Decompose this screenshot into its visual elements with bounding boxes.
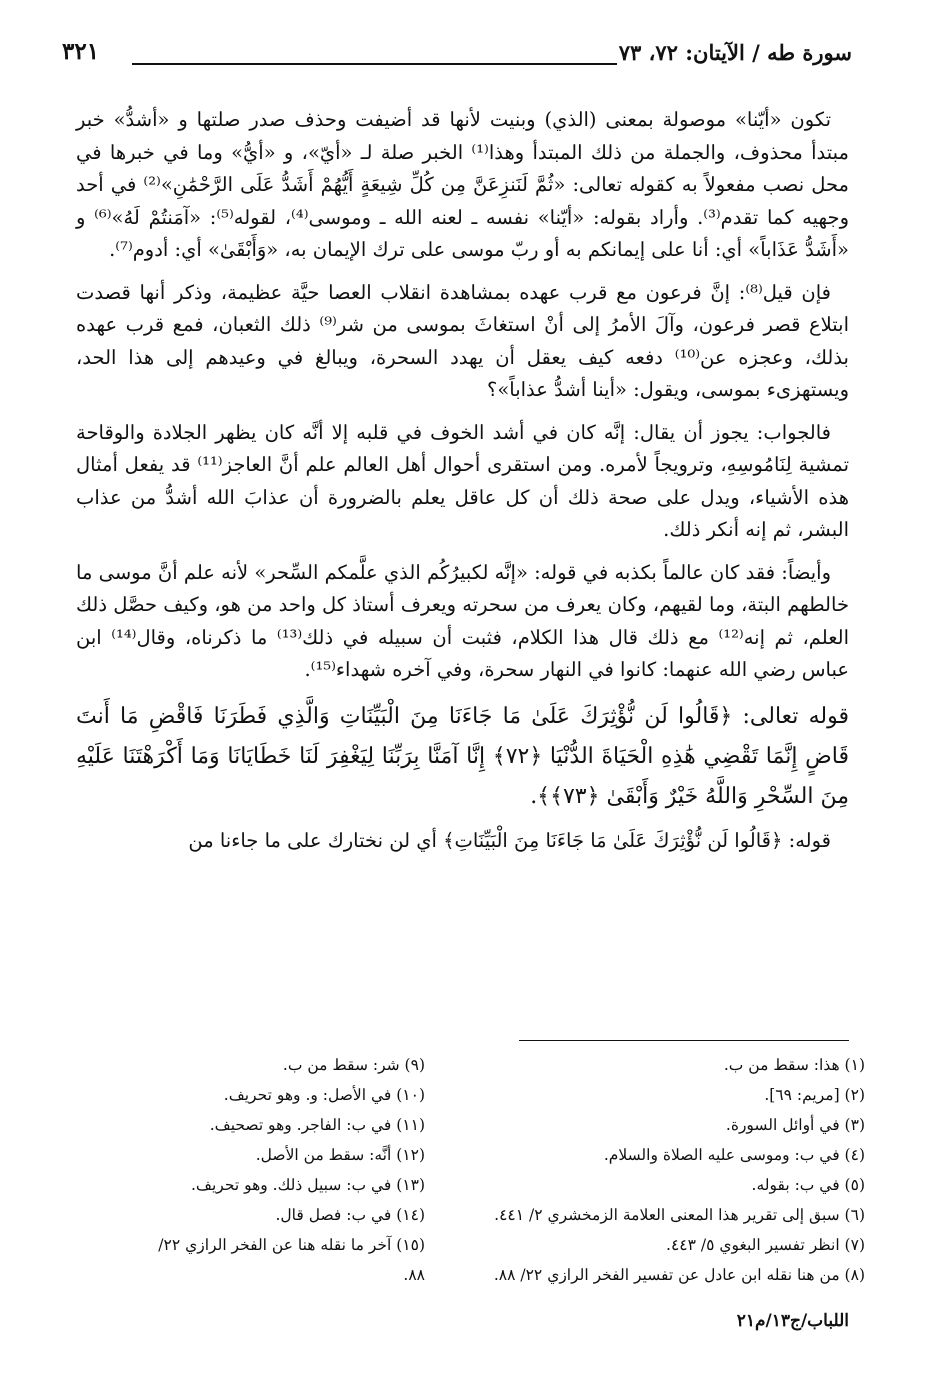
footnote: (٣) في أوائل السورة. [725,1116,865,1134]
paragraph-4: وأيضاً: فقد كان عالماً بكذبه في قوله: «إنَّه لكبيرُكُم الذي علَّمكم السِّحر» لأنه علم أنَّ موسى ما خالطهم البتة، وما لقيهم، وكان يعرف من سحرته ويعرف أستاذ كل واحد من هو، وكيف حصَّل ذلك العلم، ثم إنه⁽¹²⁾ مع ذلك قال هذا الكلام، فثبت أن سبيله في ذلك⁽¹³⁾ ما ذكرناه، وقال⁽¹⁴⁾ ابن عباس رضي الله عنهما: كانوا في النهار سحرة، وفي آخره شهداء⁽¹⁵⁾. [76,560,849,681]
main-text [76,104,849,867]
footnote: (١٥) آخر ما نقله هنا عن الفخر الرازي ٢٢/ [158,1236,425,1254]
footnotes-left-column [65,1050,425,1290]
footnote: (١٠) في الأصل: و. وهو تحريف. [223,1086,425,1104]
footnote: (٤) في ب: وموسى عليه الصلاة والسلام. [603,1146,865,1164]
footnote: (١٤) في ب: فصل قال. [275,1206,425,1224]
footnote: (٧) انظر تفسير البغوي ٥/ ٤٤٣. [666,1236,865,1254]
footnote: (٦) سبق إلى تقرير هذا المعنى العلامة الزمخشري ٢/ ٤٤١. [494,1206,865,1224]
paragraph-5: قوله: ﴿قَالُوا لَن نُّؤْثِرَكَ عَلَىٰ مَا جَاءَنَا مِنَ الْبَيِّنَاتِ﴾ أي لن نختارك على ما جاءنا من [188,828,831,852]
footnote: (٨) من هنا نقله ابن عادل عن تفسير الفخر الرازي ٢٢/ ٨٨. [493,1266,865,1284]
footnote: (٩) شر: سقط من ب. [282,1056,425,1074]
footnote: (٥) في ب: بقوله. [751,1176,865,1194]
footnote: ٨٨. [403,1266,425,1284]
signature-mark: اللباب/ج١٣/م٢١ [736,1311,849,1331]
footnote: (١١) في ب: الفاجر. وهو تصحيف. [209,1116,425,1134]
header-rule [132,63,617,65]
page-number: ٣٢١ [62,38,100,65]
footnotes-right-column [445,1050,865,1290]
paragraph-2: فإن قيل⁽⁸⁾: إنَّ فرعون مع قرب عهده بمشاهدة انقلاب العصا حيَّة عظيمة، وذكر أنها قصدت ابتلاع قصر فرعون، وآلَ الأمرُ إلى أنْ استغاثَ بموسى من شر⁽⁹⁾ ذلك الثعبان، فمع قرب عهده بذلك، وعجزه عن⁽¹⁰⁾ دفعه كيف يعقل أن يهدد السحرة، ويبالغ في وعيدهم إلى هذا الحد، ويستهزىء بموسى، ويقول: «أينا أشدُّ عذاباً»؟ [76,280,849,401]
surah-title: سورة طه / الآيتان: ٧٢، ٧٣ [618,40,852,65]
quran-verse: قوله تعالى: ﴿قَالُوا لَن نُّؤْثِرَكَ عَلَىٰ مَا جَاءَنَا مِنَ الْبَيِّنَاتِ وَالَّذِي فَطَرَنَا فَاقْضِ مَا أَنتَ قَاضٍ إِنَّمَا تَقْضِي هَٰذِهِ الْحَيَاةَ الدُّنْيَا ﴿٧٢﴾ إِنَّا آمَنَّا بِرَبِّنَا لِيَغْفِرَ لَنَا خَطَايَانَا وَمَا أَكْرَهْتَنَا عَلَيْهِ مِنَ السِّحْرِ وَاللَّهُ خَيْرٌ وَأَبْقَىٰ ﴿٧٣﴾﴾. [76,703,849,809]
footnote: (١) هذا: سقط من ب. [723,1056,865,1074]
running-header [62,36,852,76]
paragraph-3: فالجواب: يجوز أن يقال: إنَّه كان في أشد الخوف في قلبه إلا أنَّه كان يظهر الجلادة والوقاحة تمشية لِنَامُوسِهِ، وترويجاً لأمره. ومن استقرى أحوال أهل العالم علم أنَّ العاجز⁽¹¹⁾ قد يفعل أمثال هذه الأشياء، ويدل على صحة ذلك أن كل عاقل يعلم بالضرورة أن عذابَ الله أشدُّ من عذاب البشر، ثم إنه أنكر ذلك. [76,420,849,541]
footnote-separator [519,1040,849,1041]
footnote: (٢) [مريم: ٦٩]. [764,1086,865,1104]
paragraph-1: تكون «أيّنا» موصولة بمعنى (الذي) وبنيت لأنها قد أضيفت وحذف صدر صلتها و «أشدُّ» خبر مبتدأ محذوف، والجملة من ذلك المبتدأ وهذا⁽¹⁾ الخبر صلة لـ «أيّ»، و «أيُّ» وما في خبرها في محل نصب مفعولاً به كقوله تعالى: «ثُمَّ لَنَنزِعَنَّ مِن كُلِّ شِيعَةٍ أَيُّهُمْ أَشَدُّ عَلَى الرَّحْمَٰنِ»⁽²⁾ في أحد وجهيه كما تقدم⁽³⁾. وأراد بقوله: «أيّنا» نفسه ـ لعنه الله ـ وموسى⁽⁴⁾، لقوله⁽⁵⁾: «آمَنتُمْ لَهُ»⁽⁶⁾ و «أَشَدُّ عَذَاباً» أي: أنا على إيمانكم به أو ربّ موسى على ترك الإيمان به، «وَأَبْقَىٰ» أي: أدوم⁽⁷⁾. [76,108,850,261]
footnote: (١٣) في ب: سبيل ذلك. وهو تحريف. [191,1176,425,1194]
footnote: (١٢) أنَّه: سقط من الأصل. [255,1146,425,1164]
